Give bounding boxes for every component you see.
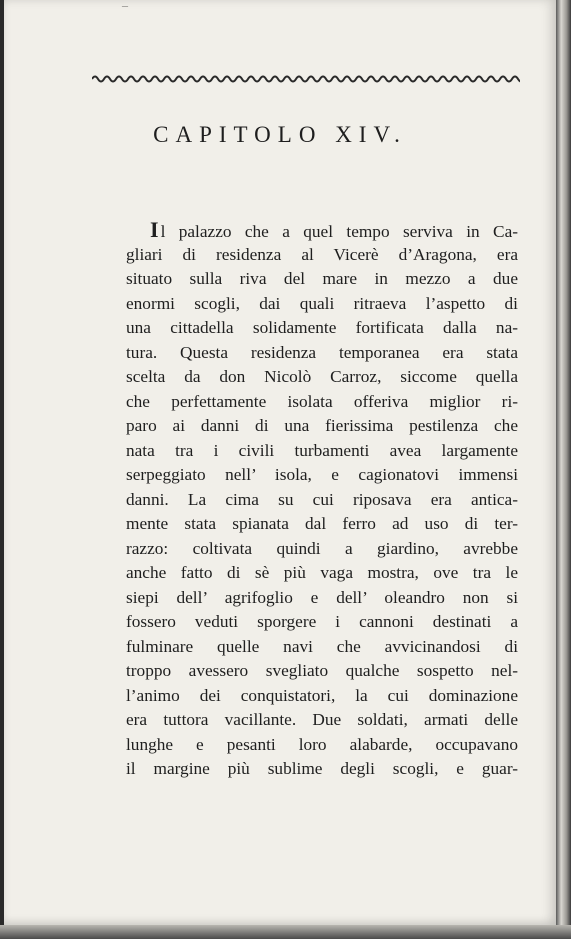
text-line: anche fatto di sè più vaga mostra, ove tra le — [126, 563, 518, 582]
decorative-rule — [92, 68, 520, 90]
text-line: situato sulla riva del mare in mezzo a due — [126, 269, 518, 288]
text-line: gliari di residenza al Vicerè d’Aragona, era — [126, 244, 518, 264]
page-edge-bottom — [0, 925, 571, 939]
chapter-body — [126, 218, 518, 782]
text-line: era tuttora vacillante. Due soldati, armati delle — [126, 710, 518, 729]
text-line: siepi dell’ agrifoglio e dell’ oleandro non si — [126, 587, 518, 607]
wavy-line — [92, 77, 520, 82]
text-line: il margine più sublime degli scogli, e guar- — [126, 759, 518, 778]
text-line: scelta da don Nicolò Carroz, siccome quella — [126, 367, 518, 386]
dropcap: I — [150, 217, 159, 242]
text-line: fossero veduti sporgere i cannoni destinati a — [126, 612, 518, 631]
text-line: una cittadella solidamente fortificata dalla na- — [126, 318, 518, 337]
text-line: fulminare quelle navi che avvicinandosi di — [126, 636, 518, 656]
text-line: tura. Questa residenza temporanea era stata — [126, 342, 518, 362]
text-line: troppo avessero svegliato qualche sospetto nel- — [126, 661, 518, 680]
text-line-content: l palazzo che a quel tempo serviva in Ca- — [160, 222, 518, 241]
text-line: che perfettamente isolata offeriva miglior ri- — [126, 391, 518, 411]
text-line-first — [126, 218, 518, 243]
book-page — [4, 0, 556, 925]
page-edge-right — [556, 0, 571, 939]
text-line: serpeggiato nell’ isola, e cagionatovi immensi — [126, 465, 518, 484]
text-line: nata tra i civili turbamenti avea largamente — [126, 440, 518, 460]
chapter-heading: CAPITOLO XIV. — [153, 122, 407, 147]
text-line: mente stata spianata dal ferro ad uso di ter- — [126, 514, 518, 533]
text-line: enormi scogli, dai quali ritraeva l’aspetto di — [126, 293, 518, 313]
text-line: lunghe e pesanti loro alabarde, occupavano — [126, 734, 518, 754]
text-line: razzo: coltivata quindi a giardino, avrebbe — [126, 538, 518, 558]
text-line: danni. La cima su cui riposava era antica- — [126, 489, 518, 509]
wavy-rule-graphic — [92, 68, 520, 90]
text-line: paro ai danni di una fierissima pestilenza che — [126, 416, 518, 435]
text-line: l’animo dei conquistatori, la cui dominazione — [126, 685, 518, 705]
page-mark: ¯ — [122, 4, 128, 18]
